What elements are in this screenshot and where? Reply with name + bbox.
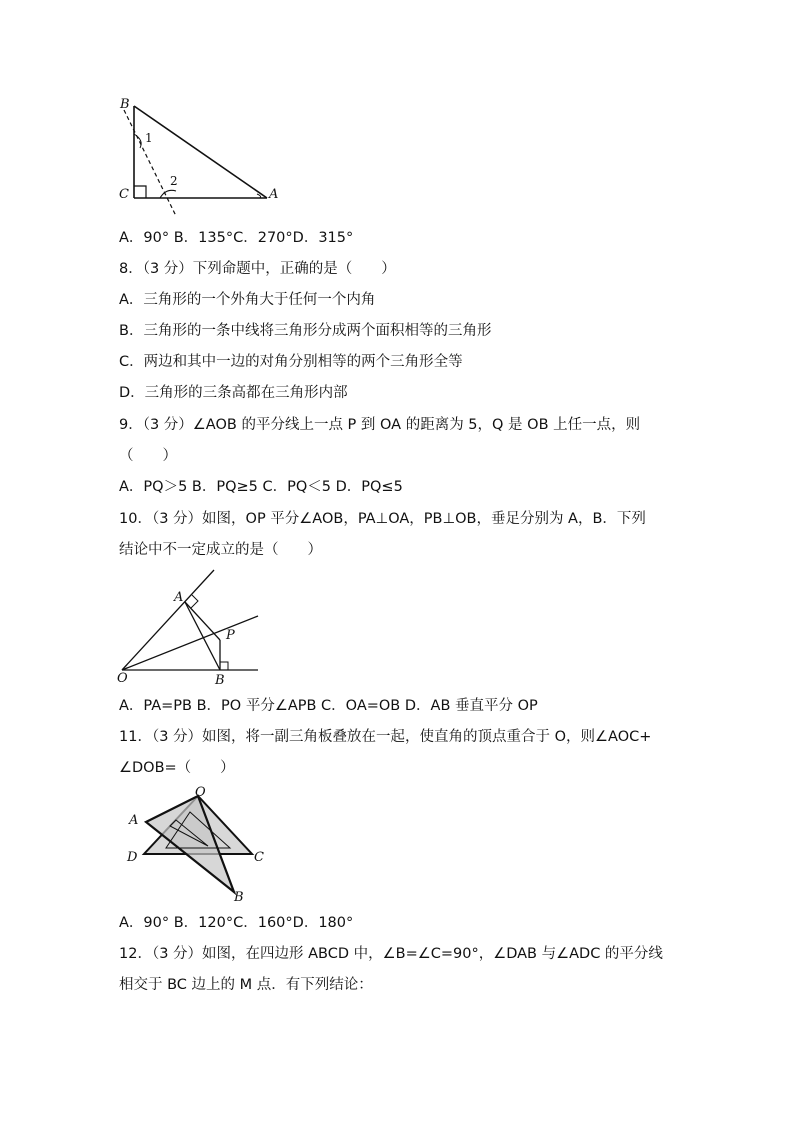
label-angle-2: 2	[170, 174, 178, 188]
label-A: A	[269, 187, 279, 202]
q11-options: A．90° B．120°C．160°D．180°	[119, 915, 354, 931]
figure-q7-triangle	[112, 92, 287, 222]
q11-stem-line2: ∠DOB=（ ）	[119, 760, 235, 776]
q10-stem-line2: 结论中不一定成立的是（ ）	[119, 542, 322, 558]
label-A: A	[129, 813, 139, 828]
label-D: D	[127, 850, 138, 865]
label-C: C	[119, 187, 129, 202]
label-angle-1: 1	[145, 131, 153, 145]
q9-options: A．PQ＞5 B．PQ≥5 C．PQ＜5 D．PQ≤5	[119, 479, 403, 495]
q10-stem-line1: 10．（3 分）如图，OP 平分∠AOB，PA⊥OA，PB⊥OB，垂足分别为 A，B．下列	[119, 511, 646, 527]
q12-stem-line2: 相交于 BC 边上的 M 点．有下列结论：	[119, 977, 373, 993]
label-O: O	[117, 671, 128, 686]
label-P: P	[226, 628, 235, 643]
figure-q11-set-squares	[112, 784, 272, 906]
q8-stem: 8．（3 分）下列命题中，正确的是（ ）	[119, 261, 396, 277]
label-B: B	[215, 673, 225, 688]
q8-option-c: C．两边和其中一边的对角分别相等的两个三角形全等	[119, 354, 463, 370]
figure-q10-angle-bisector	[112, 566, 262, 688]
label-A: A	[174, 590, 184, 605]
q7-options: A．90° B．135°C．270°D．315°	[119, 230, 354, 246]
q8-option-d: D．三角形的三条高都在三角形内部	[119, 385, 348, 401]
q10-options: A．PA=PB B．PO 平分∠APB C．OA=OB D．AB 垂直平分 OP	[119, 698, 538, 714]
q11-stem-line1: 11．（3 分）如图，将一副三角板叠放在一起，使直角的顶点重合于 O，则∠AOC+	[119, 729, 652, 745]
q12-stem-line1: 12．（3 分）如图，在四边形 ABCD 中，∠B=∠C=90°，∠DAB 与∠ADC 的平分线	[119, 946, 663, 962]
label-B: B	[120, 97, 130, 112]
label-B: B	[234, 890, 244, 905]
q9-stem-line2: （ ）	[119, 448, 177, 464]
label-C: C	[254, 850, 264, 865]
label-O: O	[195, 785, 206, 800]
q8-option-a: A．三角形的一个外角大于任何一个内角	[119, 292, 376, 308]
q9-stem-line1: 9．（3 分）∠AOB 的平分线上一点 P 到 OA 的距离为 5，Q 是 OB 上任一点，则	[119, 417, 641, 433]
q8-option-b: B．三角形的一条中线将三角形分成两个面积相等的三角形	[119, 323, 492, 339]
